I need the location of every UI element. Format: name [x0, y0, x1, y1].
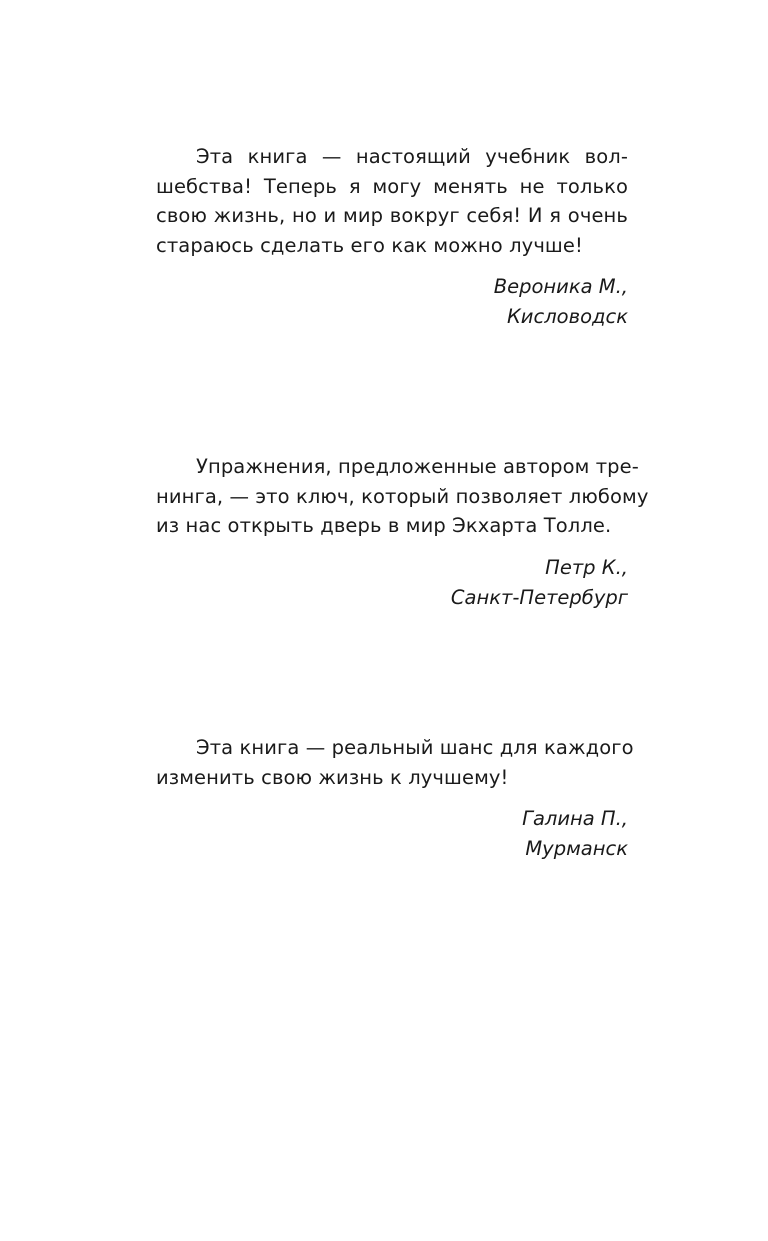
review-text-line: из нас открыть дверь в мир Экхарта Толле. [156, 514, 612, 537]
review-city: Кисловодск [506, 305, 628, 328]
review-signature [156, 272, 628, 332]
review-text [156, 733, 634, 792]
review-text-line: шебства! Теперь я могу менять не только [156, 174, 628, 198]
review-text-line: Упражнения, предложенные автором тре- [196, 455, 639, 478]
review-text [156, 452, 649, 541]
review-signature [156, 804, 628, 864]
review-signature [156, 553, 628, 613]
review-2 [156, 452, 649, 613]
review-text-line: свою жизнь, но и мир вокруг себя! И я очень [156, 204, 628, 227]
review-text-line: стараюсь сделать его как можно лучше! [156, 233, 583, 257]
review-author: Галина П., [522, 807, 628, 830]
review-author: Петр К., [545, 555, 628, 579]
review-text [156, 142, 628, 260]
review-1 [156, 142, 628, 332]
review-text-line: изменить свою жизнь к лучшему! [156, 765, 509, 789]
review-text-line: нинга, — это ключ, который позволяет любому [156, 484, 649, 508]
review-3 [156, 733, 634, 864]
review-city: Мурманск [525, 837, 628, 860]
review-text-line: Эта книга — реальный шанс для каждого [196, 736, 634, 759]
review-city: Санкт-Петербург [450, 585, 628, 609]
review-text-line: Эта книга — настоящий учебник вол- [196, 145, 628, 168]
review-author: Вероника М., [493, 275, 628, 298]
